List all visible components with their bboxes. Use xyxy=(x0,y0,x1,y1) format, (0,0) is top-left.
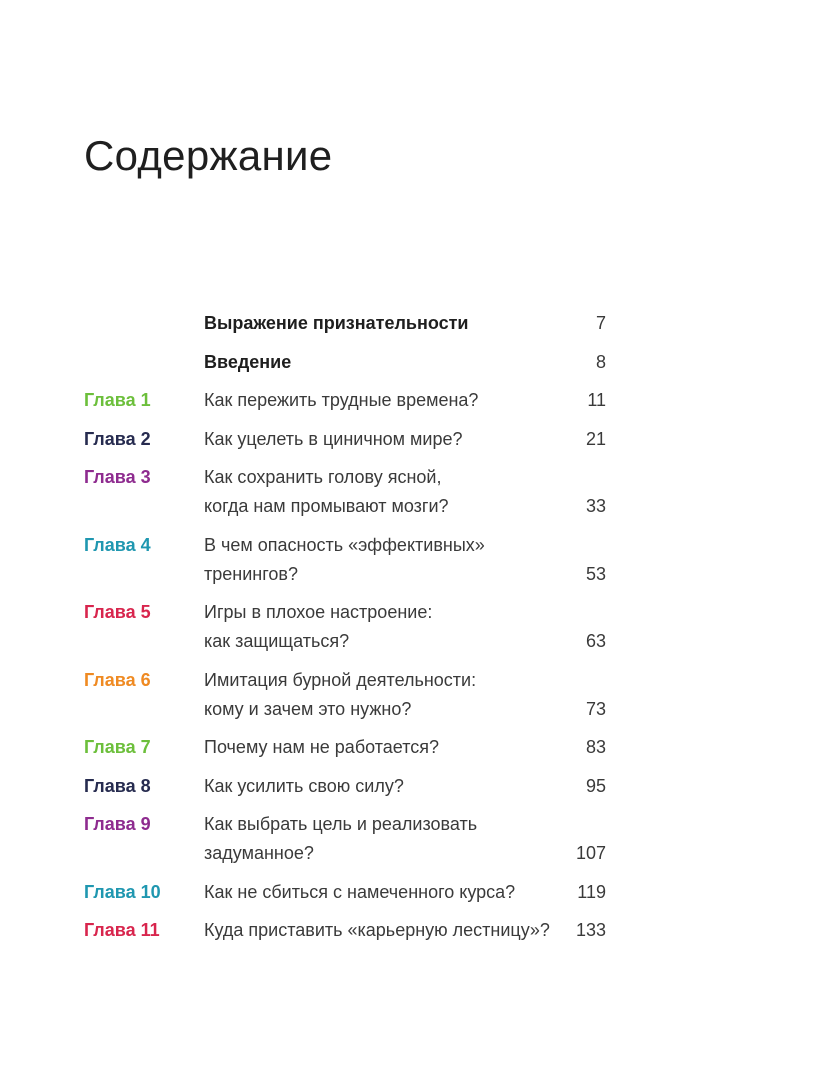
toc-entry xyxy=(0,772,816,801)
toc-entry xyxy=(0,463,816,521)
chapter-label: Глава 10 xyxy=(84,881,161,902)
page-number: 33 xyxy=(585,496,606,516)
entry-title-line: Как выбрать цель и реализовать xyxy=(204,814,478,834)
entry-title-line: В чем опасность «эффективных» xyxy=(204,534,485,555)
toc-entry xyxy=(0,666,816,724)
chapter-label: Глава 9 xyxy=(84,814,151,834)
chapter-label: Глава 4 xyxy=(84,534,151,555)
entry-title xyxy=(204,810,566,868)
page-number: 7 xyxy=(595,313,606,333)
toc-entry xyxy=(0,309,816,338)
toc-entry xyxy=(0,810,816,868)
entry-title-line: Как уцелеть в циничном мире? xyxy=(204,428,463,449)
entry-title xyxy=(204,878,566,907)
page-number: 107 xyxy=(575,843,606,863)
page-number: 8 xyxy=(595,351,606,372)
page-number: 53 xyxy=(585,563,606,584)
chapter-label: Глава 8 xyxy=(84,775,151,796)
toc-entry xyxy=(0,386,816,415)
entry-title xyxy=(204,425,566,454)
page-number: 21 xyxy=(585,428,606,449)
toc-entry xyxy=(0,878,816,907)
chapter-label: Глава 5 xyxy=(84,602,151,622)
page-number: 73 xyxy=(585,698,606,719)
entry-title xyxy=(204,598,566,656)
entry-title-line: Как сохранить голову ясной, xyxy=(204,467,442,487)
page-number: 95 xyxy=(585,775,606,796)
toc-entry xyxy=(0,598,816,656)
entry-title xyxy=(204,348,566,377)
toc-entry xyxy=(0,916,816,945)
toc-entry xyxy=(0,531,816,589)
chapter-label: Глава 3 xyxy=(84,467,151,487)
entry-title xyxy=(204,531,566,589)
page-number: 11 xyxy=(587,390,606,410)
chapter-label: Глава 6 xyxy=(84,669,151,690)
entry-title xyxy=(204,772,566,801)
entry-title-line: Как пережить трудные времена? xyxy=(204,390,479,410)
entry-title-line: тренингов? xyxy=(204,563,298,584)
entry-title xyxy=(204,916,566,945)
entry-title xyxy=(204,463,566,521)
entry-title-line: Игры в плохое настроение: xyxy=(204,602,433,622)
entry-title-line: Как не сбиться с намеченного курса? xyxy=(204,881,516,902)
entry-title xyxy=(204,309,566,338)
page-title: Содержание xyxy=(84,132,333,179)
entry-title-line: когда нам промывают мозги? xyxy=(204,496,449,516)
entry-title-line: кому и зачем это нужно? xyxy=(204,698,412,719)
page-number: 63 xyxy=(585,631,606,651)
page-number: 83 xyxy=(585,737,606,757)
toc-entry xyxy=(0,348,816,377)
entry-title-line: Имитация бурной деятельности: xyxy=(204,669,477,690)
entry-title-line: Введение xyxy=(204,351,292,372)
entry-title xyxy=(204,733,566,762)
entry-title xyxy=(204,666,566,724)
page-number: 133 xyxy=(575,920,606,940)
entry-title-line: Как усилить свою силу? xyxy=(204,775,404,796)
chapter-label: Глава 11 xyxy=(84,920,160,940)
entry-title xyxy=(204,386,566,415)
entry-title-line: Выражение признательности xyxy=(204,313,469,333)
entry-title-line: как защищаться? xyxy=(204,631,350,651)
toc-entry xyxy=(0,733,816,762)
entry-title-line: задуманное? xyxy=(204,843,314,863)
chapter-label: Глава 7 xyxy=(84,737,151,757)
toc-entry xyxy=(0,425,816,454)
chapter-label: Глава 2 xyxy=(84,428,151,449)
chapter-label: Глава 1 xyxy=(84,390,151,410)
page-number: 119 xyxy=(577,881,606,902)
entry-title-line: Куда приставить «карьерную лестницу»? xyxy=(204,920,550,940)
entry-title-line: Почему нам не работается? xyxy=(204,737,440,757)
